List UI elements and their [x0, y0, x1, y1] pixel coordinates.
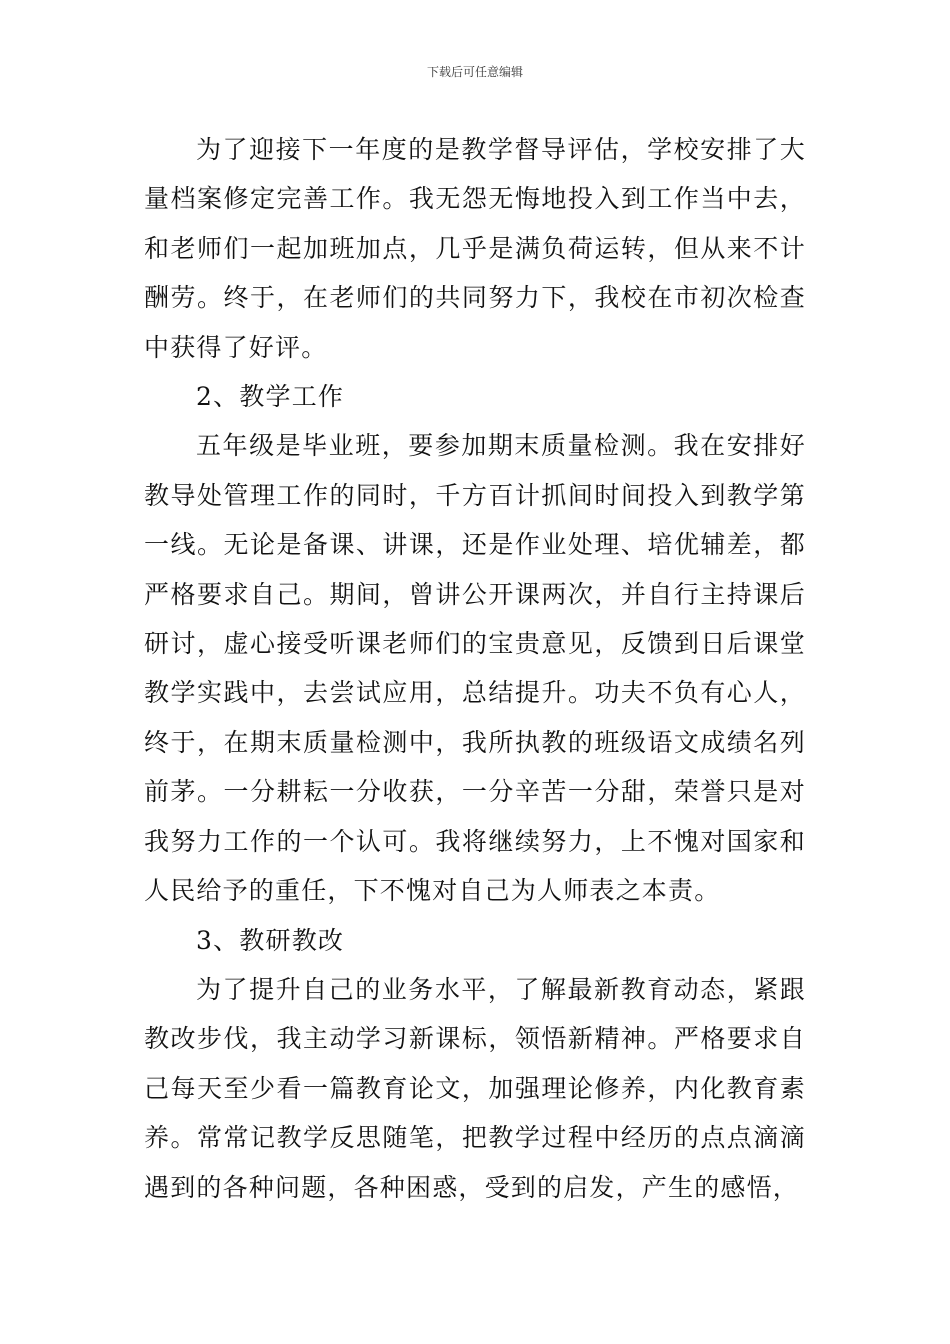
paragraph-research-work: 为了提升自己的业务水平，了解最新教育动态，紧跟教改步伐，我主动学习新课标，领悟新精神。严格要求自己每天至少看一篇教育论文，加强理论修养，内化教育素养。常常记教学反思随笔，把教学过程中经历的点点滴滴遇到的各种问题，各种困惑，受到的启发，产生的感悟， — [144, 974, 806, 1202]
section-heading-teaching: 2、教学工作 — [196, 382, 345, 412]
section-heading-research: 3、教研教改 — [196, 925, 345, 955]
paragraph-archive-work: 为了迎接下一年度的是教学督导评估，学校安排了大量档案修定完善工作。我无怨无悔地投入到工作当中去，和老师们一起加班加点，几乎是满负荷运转，但从来不计酬劳。终于，在老师们的共同努力下，我校在市初次检查中获得了好评。 — [144, 135, 806, 362]
page-header-note: 下载后可任意编辑 — [426, 65, 523, 79]
paragraph-teaching-work: 五年级是毕业班，要参加期末质量检测。我在安排好教导处管理工作的同时，千方百计抓间时间投入到教学第一线。无论是备课、讲课，还是作业处理、培优辅差，都严格要求自己。期间，曾讲公开课两次，并自行主持课后研讨，虚心接受听课老师们的宝贵意见，反馈到日后课堂教学实践中，去尝试应用，总结提升。功夫不负有心人，终于，在期末质量检测中，我所执教的班级语文成绩名列前茅。一分耕耘一分收获，一分辛苦一分甜，荣誉只是对我努力工作的一个认可。我将继续努力，上不愧对国家和人民给予的重任，下不愧对自己为人师表之本责。 — [144, 431, 806, 906]
document-body — [144, 125, 806, 1212]
